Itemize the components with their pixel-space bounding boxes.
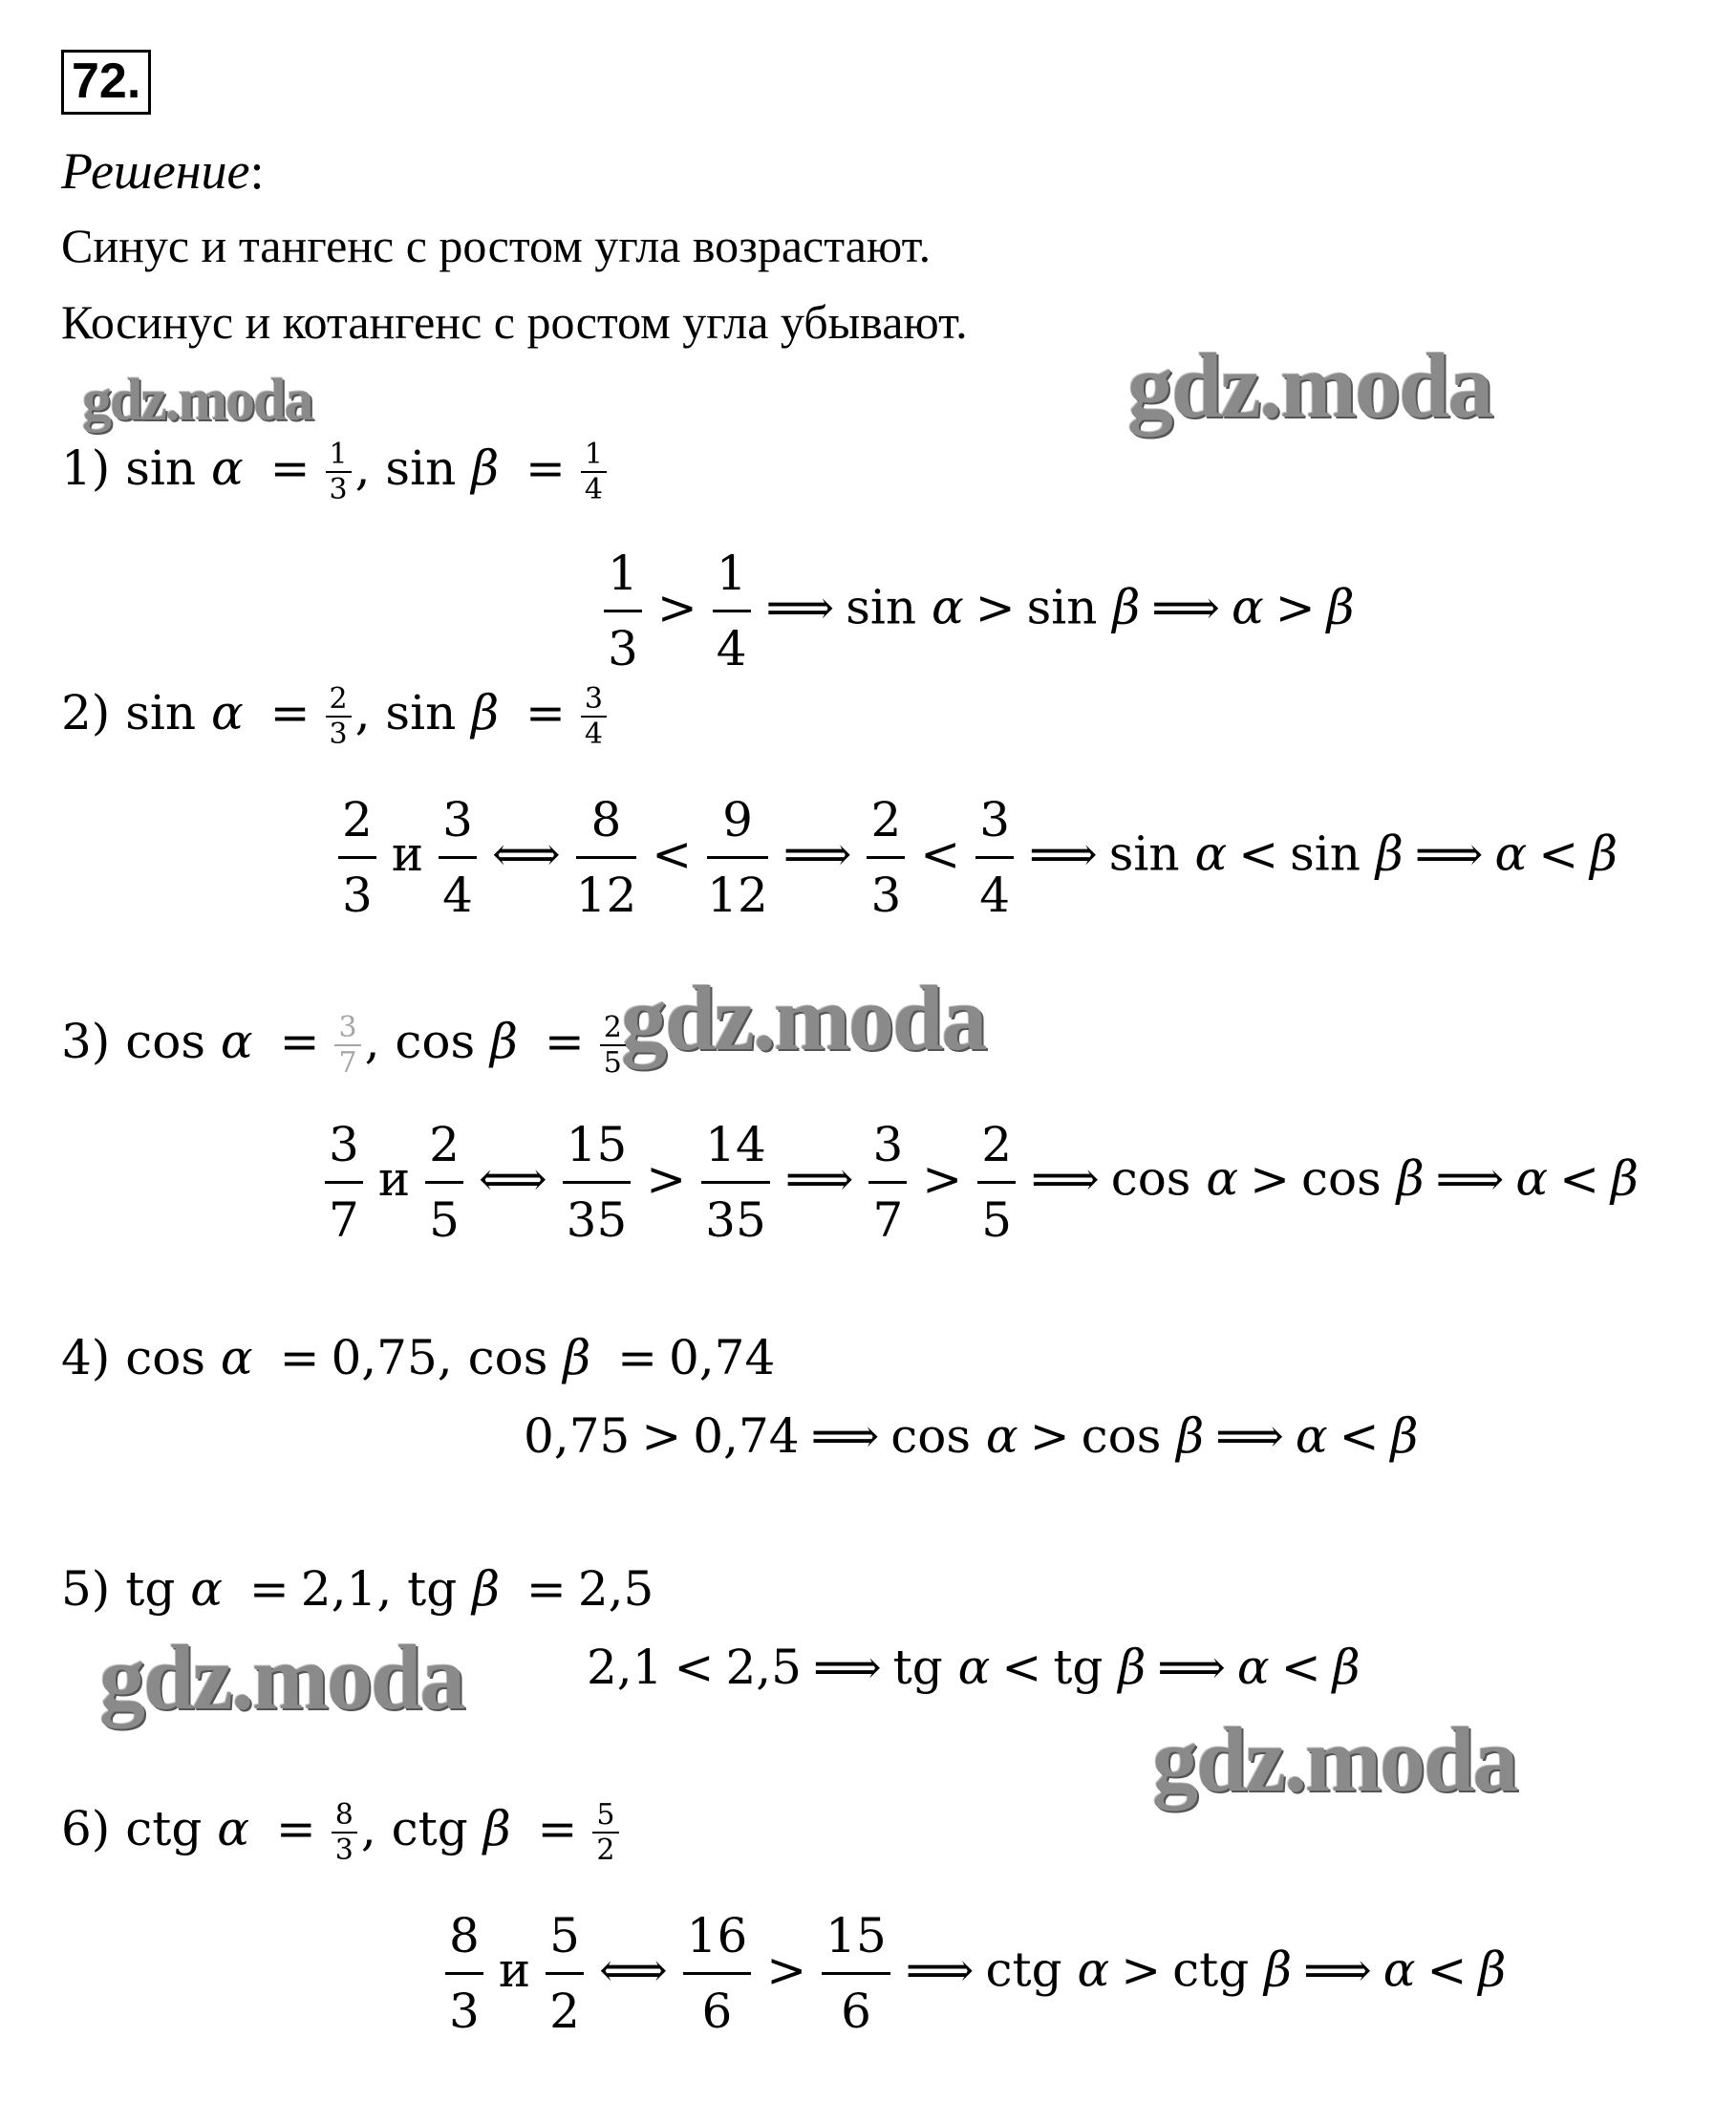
item-2-given: 2) sin α = $\frac{2}{3}$ , sin β = $\frac{3}{4}$ xyxy=(61,682,611,751)
denominator: 12 xyxy=(707,868,768,923)
item-3-solution: $\frac{3}{7}$ и $\frac{2}{5}$ ⟺ $\frac{15}{35}$ > $\frac{14}{35}$ ⟹ $\frac{3}{7}$ > $\frac{2}{5}$ ⟹ cos α > cos β ⟹ α < β xyxy=(321,1108,1639,1256)
value-a: 0,75 xyxy=(524,1408,631,1464)
numerator: 3 xyxy=(439,783,477,859)
numerator: 16 xyxy=(683,1899,752,1975)
denominator: 3 xyxy=(342,868,373,923)
denominator: 3 xyxy=(870,868,902,923)
numerator: 3 xyxy=(868,1108,907,1184)
denominator: 4 xyxy=(979,868,1011,923)
numerator: 1 xyxy=(604,537,642,612)
denominator: 35 xyxy=(705,1192,766,1248)
item-label: 6) xyxy=(61,1801,111,1856)
denominator: 3 xyxy=(449,1984,480,2039)
denominator: 4 xyxy=(716,621,747,676)
item-2-solution: $\frac{2}{3}$ и $\frac{3}{4}$ ⟺ $\frac{8}{12}$ < $\frac{9}{12}$ ⟹ $\frac{2}{3}$ < $\frac{3}{4}$ ⟹ sin α < sin β ⟹ α < β xyxy=(334,783,1618,932)
denominator: 35 xyxy=(566,1192,628,1248)
denominator: 6 xyxy=(701,1984,733,2039)
item-3-given: 3) cos α = $\frac{3}{7}$ , cos β = $\frac{2}{5}$ xyxy=(61,1011,630,1080)
value-b: 2,5 xyxy=(725,1640,802,1695)
item-label: 5) xyxy=(61,1561,111,1617)
denominator: 6 xyxy=(841,1984,871,2039)
item-label: 2) xyxy=(61,685,111,740)
item-6-given: 6) ctg α = $\frac{8}{3}$ , ctg β = $\frac{5}{2}$ xyxy=(61,1798,623,1867)
numerator: 5 xyxy=(592,1798,618,1834)
solution-heading-colon: : xyxy=(249,142,265,200)
conjunction: и xyxy=(498,1941,531,1998)
numerator: 8 xyxy=(445,1899,483,1975)
numerator: 1 xyxy=(581,438,607,473)
numerator: 3 xyxy=(334,1011,360,1046)
rule-sine-tangent: Синус и тангенс с ростом угла возрастают. xyxy=(61,219,932,272)
numerator: 2 xyxy=(338,783,376,859)
denominator: 7 xyxy=(338,1046,357,1080)
denominator: 5 xyxy=(603,1046,622,1080)
watermark: gdz.moda xyxy=(1152,1708,1517,1811)
denominator: 3 xyxy=(329,718,348,751)
numerator: 2 xyxy=(425,1108,463,1184)
numerator: 2 xyxy=(600,1011,626,1046)
solution-heading-text: Решение xyxy=(61,142,250,200)
item-4-given: 4) cos α = 0,75, cos β = 0,74 xyxy=(61,1330,776,1385)
watermark: gdz.moda xyxy=(82,368,312,433)
denominator: 7 xyxy=(329,1192,359,1248)
item-5-solution: 2,1 < 2,5 ⟹ tg α < tg β ⟹ α < β xyxy=(587,1640,1361,1695)
value-a: 0,75 xyxy=(331,1330,438,1385)
numerator: 15 xyxy=(563,1108,632,1184)
denominator: 3 xyxy=(329,473,348,506)
numerator: 1 xyxy=(326,438,352,473)
numerator: 9 xyxy=(707,783,768,859)
item-4-solution: 0,75 > 0,74 ⟹ cos α > cos β ⟹ α < β xyxy=(524,1408,1419,1464)
denominator: 2 xyxy=(549,1984,580,2039)
denominator: 5 xyxy=(981,1192,1013,1248)
conjunction: и xyxy=(391,826,424,882)
rule-cosine-cotangent: Косинус и котангенс с ростом угла убывают. xyxy=(61,295,968,349)
solution-heading xyxy=(61,141,265,201)
item-5-given: 5) tg α = 2,1, tg β = 2,5 xyxy=(61,1561,654,1617)
numerator: 14 xyxy=(701,1108,770,1184)
value-a: 2,1 xyxy=(587,1640,663,1695)
denominator: 3 xyxy=(608,621,638,676)
numerator: 3 xyxy=(975,783,1014,859)
numerator: 2 xyxy=(867,783,905,859)
numerator: 2 xyxy=(977,1108,1016,1184)
item-label: 1) xyxy=(61,440,111,496)
value-a: 2,1 xyxy=(300,1561,377,1617)
denominator: 4 xyxy=(584,473,603,506)
denominator: 3 xyxy=(334,1834,354,1867)
watermark: gdz.moda xyxy=(99,1626,464,1728)
item-label: 4) xyxy=(61,1330,111,1385)
numerator: 1 xyxy=(713,537,751,612)
value-b: 0,74 xyxy=(693,1408,800,1464)
value-b: 0,74 xyxy=(668,1330,776,1385)
denominator: 7 xyxy=(872,1192,904,1248)
numerator: 2 xyxy=(326,682,352,718)
conjunction: и xyxy=(377,1150,411,1207)
denominator: 4 xyxy=(584,718,603,751)
item-1-given: 1) sin α = $\frac{1}{3}$ , sin β = $\frac{1}{4}$ xyxy=(61,438,611,506)
value-b: 2,5 xyxy=(577,1561,654,1617)
watermark: gdz.moda xyxy=(621,967,986,1069)
problem-number: 72. xyxy=(61,50,151,115)
denominator: 4 xyxy=(442,868,473,923)
denominator: 5 xyxy=(429,1192,460,1248)
numerator: 15 xyxy=(822,1899,890,1975)
item-1-solution: $\frac{1}{3}$ > $\frac{1}{4}$ ⟹ sin α > sin β ⟹ α > β xyxy=(600,537,1355,685)
item-6-solution: $\frac{8}{3}$ и $\frac{5}{2}$ ⟺ $\frac{16}{6}$ > $\frac{15}{6}$ ⟹ ctg α > ctg β ⟹ α < β xyxy=(441,1899,1506,2048)
numerator: 3 xyxy=(581,682,607,718)
watermark: gdz.moda xyxy=(1127,334,1492,437)
numerator: 3 xyxy=(325,1108,363,1184)
item-label: 3) xyxy=(61,1014,111,1069)
numerator: 8 xyxy=(332,1798,357,1834)
numerator: 5 xyxy=(546,1899,584,1975)
numerator: 8 xyxy=(576,783,637,859)
denominator: 2 xyxy=(596,1834,615,1867)
denominator: 12 xyxy=(575,868,637,923)
